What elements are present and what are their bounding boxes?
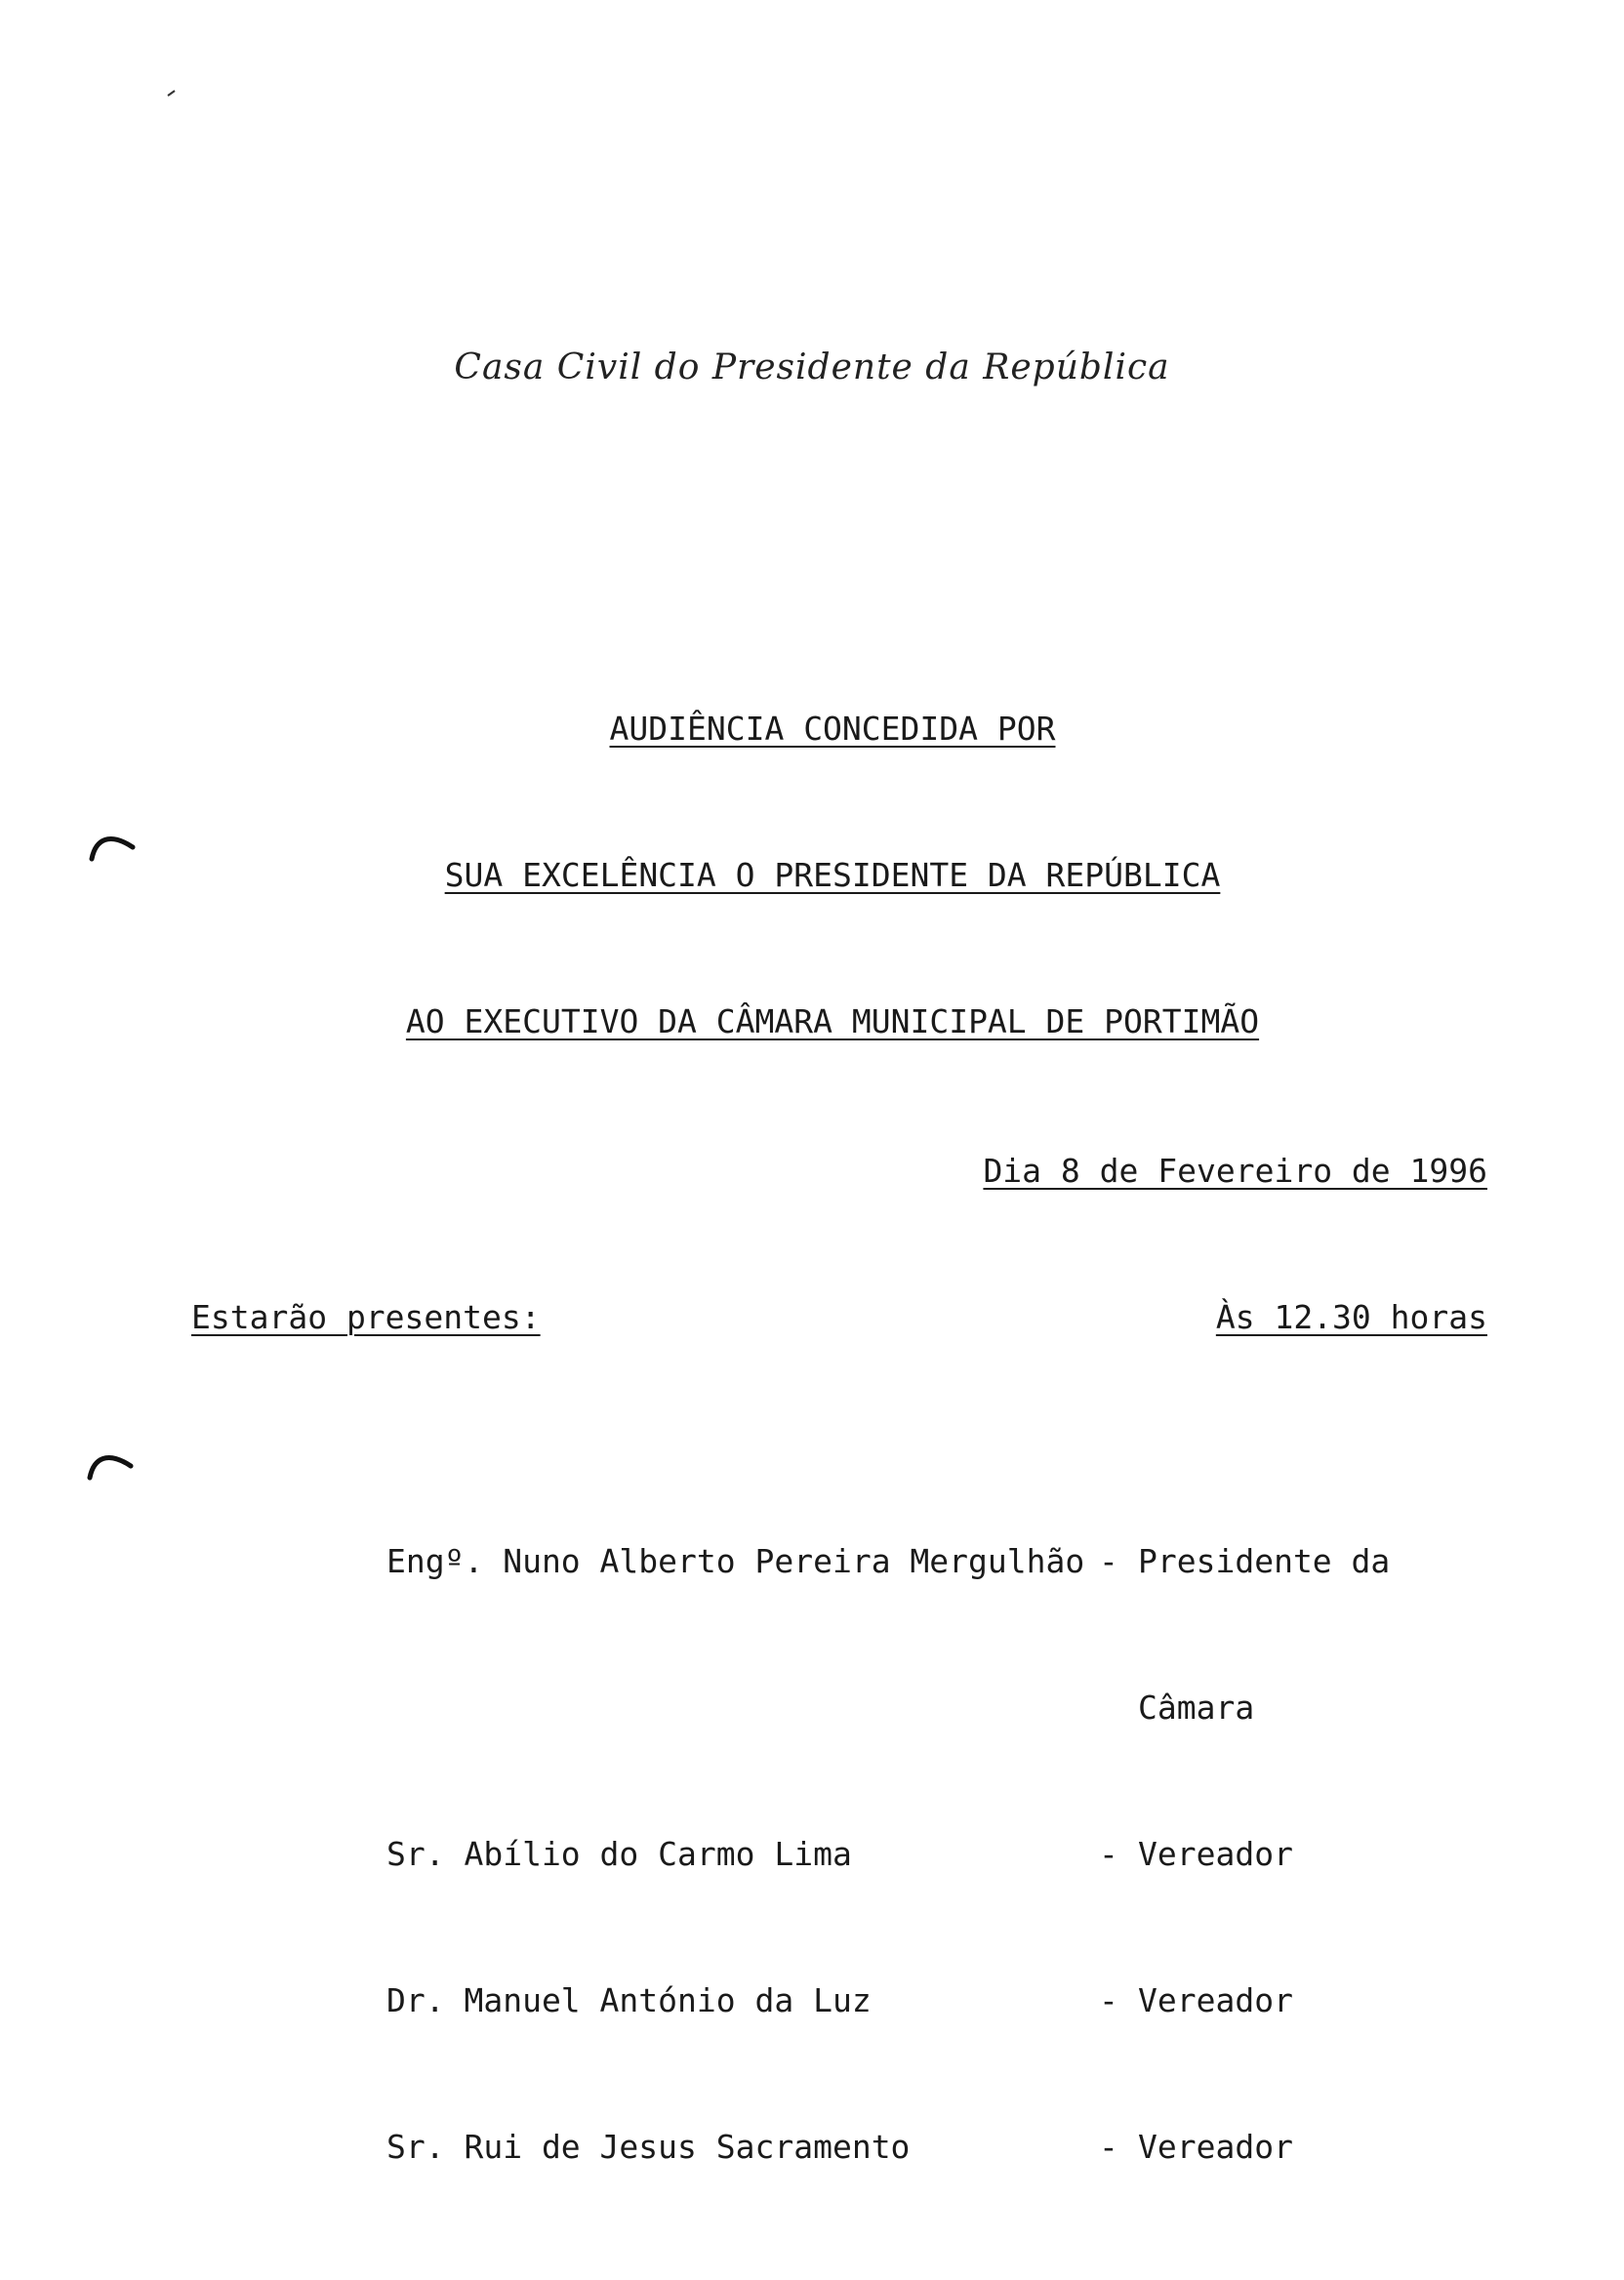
attendee-name: Engº. Nuno Alberto Pereira Mergulhão (386, 1542, 1085, 1580)
attendee-role: Vereador (1138, 1835, 1293, 1873)
attendee-row (386, 1976, 1431, 2025)
schedule-date: Dia 8 de Fevereiro de 1996 (983, 1152, 1487, 1190)
title-line-1: AUDIÊNCIA CONCEDIDA POR (609, 710, 1056, 748)
attendee-row (386, 2123, 1431, 2172)
attendee-row (386, 1830, 1431, 1879)
attendees-list (386, 1440, 1431, 2220)
attendee-role-continuation: Câmara (1138, 1689, 1255, 1727)
document-title (0, 607, 1624, 1095)
attendee-name: Dr. Manuel António da Luz (386, 1981, 872, 2019)
title-line-3: AO EXECUTIVO DA CÂMARA MUNICIPAL DE PORTIMÃO (405, 1002, 1260, 1040)
attendee-separator: - (1099, 2128, 1118, 2166)
attendee-name: Sr. Abílio do Carmo Lima (386, 1835, 852, 1873)
attendee-row (386, 1537, 1431, 1586)
attendees-heading: Estarão presentes: (191, 1298, 541, 1336)
title-line-2: SUA EXCELÊNCIA O PRESIDENTE DA REPÚBLICA (444, 856, 1221, 894)
attendee-name: Sr. Rui de Jesus Sacramento (386, 2128, 911, 2166)
scan-tick-mark (166, 88, 178, 98)
schedule-time: Às 12.30 horas (1215, 1298, 1487, 1336)
attendee-row-continuation (386, 1684, 1431, 1732)
attendee-separator: - (1099, 1981, 1118, 2019)
attendee-separator: - (1099, 1542, 1118, 1580)
attendee-role: Presidente da (1138, 1542, 1391, 1580)
letterhead: Casa Civil do Presidente da República (454, 347, 1170, 387)
attendee-role: Vereador (1138, 1981, 1293, 2019)
binder-hole-mark-bottom (86, 1445, 135, 1484)
attendee-separator: - (1099, 1835, 1118, 1873)
attendee-role: Vereador (1138, 2128, 1293, 2166)
schedule-block (983, 1049, 1487, 1391)
